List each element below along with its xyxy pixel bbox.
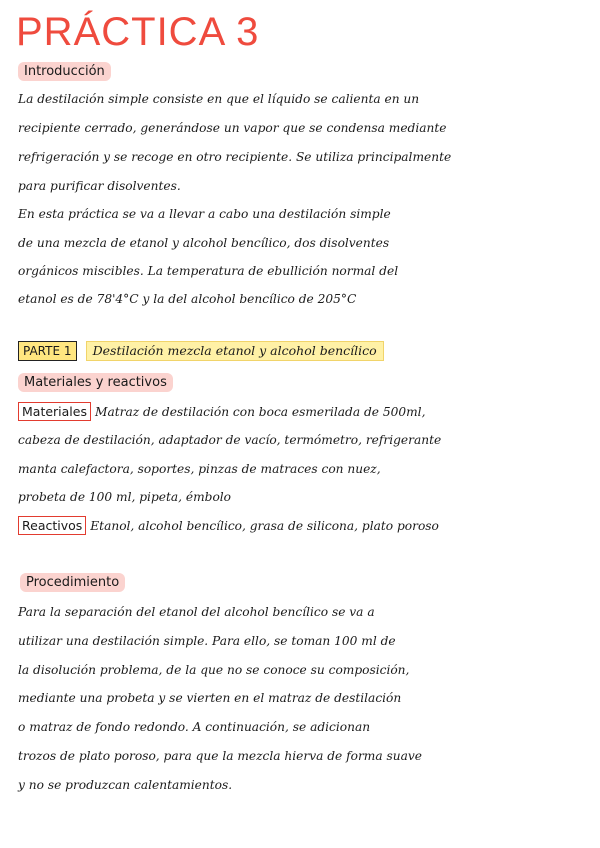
- materiales-line: [18, 402, 425, 421]
- intro-line: para purificar disolventes.: [18, 179, 181, 193]
- reactivos-line: [18, 516, 439, 535]
- procedimiento-line: y no se produzcan calentamientos.: [18, 778, 233, 792]
- intro-line: La destilación simple consiste en que el líquido se calienta en un: [18, 92, 420, 106]
- intro-line: de una mezcla de etanol y alcohol bencílico, dos disolventes: [18, 236, 390, 250]
- procedimiento-line: utilizar una destilación simple. Para ello, se toman 100 ml de: [18, 634, 396, 648]
- procedimiento-line: o matraz de fondo redondo. A continuación, se adicionan: [18, 720, 371, 734]
- reactivos-text: Etanol, alcohol bencílico, grasa de silicona, plato poroso: [90, 519, 439, 533]
- materiales-line: cabeza de destilación, adaptador de vacío, termómetro, refrigerante: [18, 433, 442, 447]
- procedimiento-line: trozos de plato poroso, para que la mezcla hierva de forma suave: [18, 749, 422, 763]
- parte-title: Destilación mezcla etanol y alcohol bencílico: [86, 341, 384, 361]
- materiales-line: probeta de 100 ml, pipeta, émbolo: [18, 490, 232, 504]
- intro-line: En esta práctica se va a llevar a cabo una destilación simple: [18, 207, 391, 221]
- materiales-label: Materiales: [18, 402, 91, 421]
- materiales-text: Matraz de destilación con boca esmerilada de 500ml,: [94, 405, 426, 419]
- procedimiento-line: la disolución problema, de la que no se conoce su composición,: [18, 663, 410, 677]
- parte-header: [18, 340, 384, 361]
- intro-heading: Introducción: [18, 62, 111, 81]
- reactivos-label: Reactivos: [18, 516, 86, 535]
- intro-line: recipiente cerrado, generándose un vapor que se condensa mediante: [18, 121, 447, 135]
- parte-label: PARTE 1: [18, 341, 77, 361]
- procedimiento-line: Para la separación del etanol del alcohol bencílico se va a: [18, 605, 375, 619]
- intro-line: orgánicos miscibles. La temperatura de ebullición normal del: [18, 264, 399, 278]
- intro-line: etanol es de 78'4°C y la del alcohol bencílico de 205°C: [18, 292, 357, 306]
- materiales-heading: Materiales y reactivos: [18, 373, 173, 392]
- procedimiento-line: mediante una probeta y se vierten en el matraz de destilación: [18, 691, 402, 705]
- page-title: PRÁCTICA 3: [16, 10, 260, 54]
- procedimiento-heading: Procedimiento: [20, 573, 125, 592]
- materiales-line: manta calefactora, soportes, pinzas de matraces con nuez,: [18, 462, 381, 476]
- intro-line: refrigeración y se recoge en otro recipiente. Se utiliza principalmente: [18, 150, 452, 164]
